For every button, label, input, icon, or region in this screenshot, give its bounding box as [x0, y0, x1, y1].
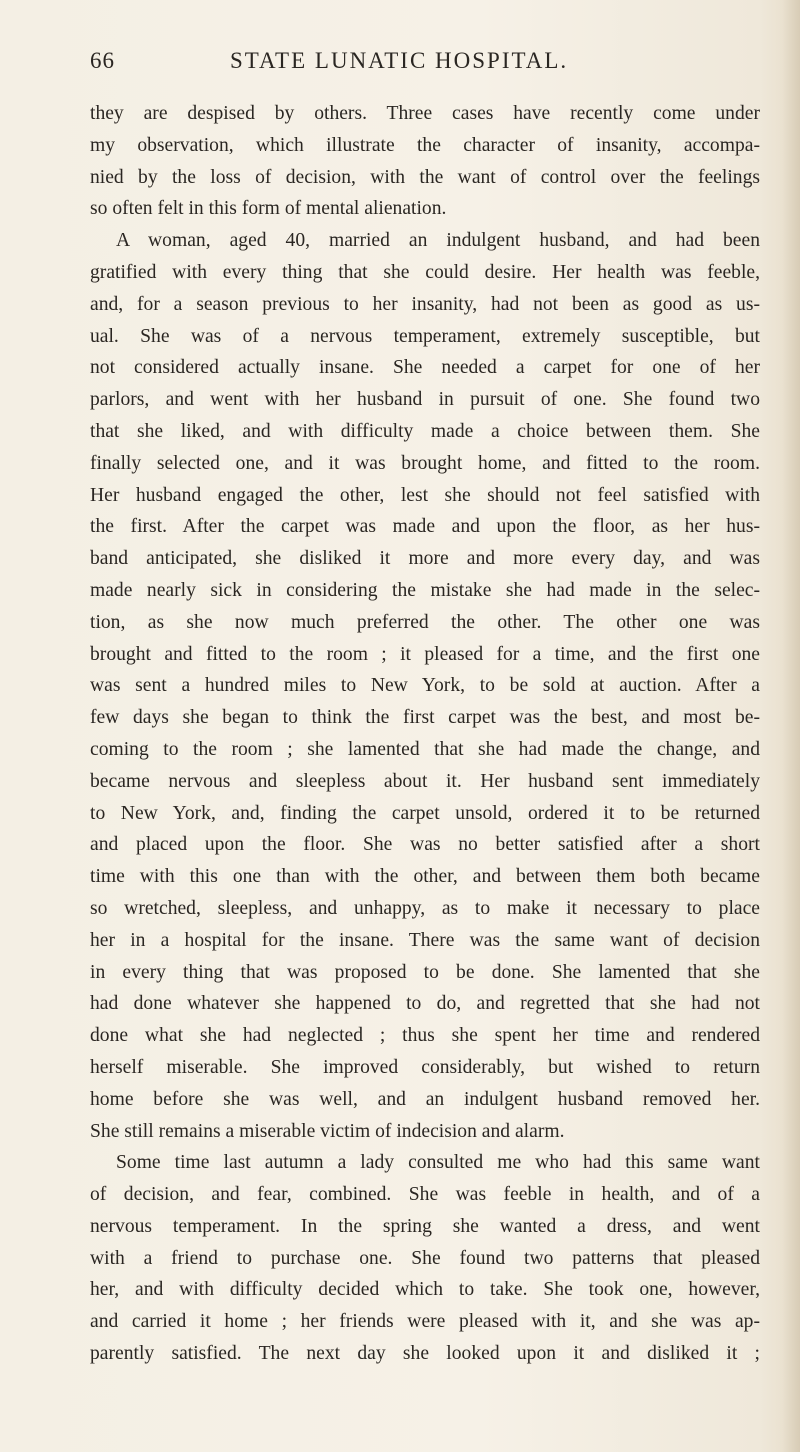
- text-line: not considered actually insane. She needed a carpet for one of her: [90, 357, 760, 379]
- text-line: in every thing that was proposed to be done. She lamented that she: [90, 961, 760, 983]
- text-line: her, and with difficulty decided which to take. She took one, however,: [90, 1279, 760, 1301]
- text-line: herself miserable. She improved considerably, but wished to return: [90, 1056, 760, 1078]
- page-header: [90, 48, 744, 88]
- page-edge-shadow: [782, 0, 800, 1452]
- text-line: finally selected one, and it was brought home, and fitted to the room.: [90, 452, 760, 474]
- text-line: they are despised by others. Three cases have recently come under: [90, 103, 760, 124]
- text-line: to New York, and, finding the carpet unsold, ordered it to be returned: [90, 802, 760, 824]
- text-line: her in a hospital for the insane. There was the same want of decision: [90, 929, 760, 951]
- text-line: ual. She was of a nervous temperament, extremely susceptible, but: [90, 325, 760, 347]
- text-line: parlors, and went with her husband in pursuit of one. She found two: [90, 389, 760, 411]
- text-line: and, for a season previous to her insanity, had not been as good as us-: [90, 293, 760, 315]
- text-line: time with this one than with the other, and between them both became: [90, 866, 760, 888]
- text-line: tion, as she now much preferred the other. The other one was: [90, 611, 760, 633]
- running-head: STATE LUNATIC HOSPITAL.: [230, 48, 569, 73]
- text-line: with a friend to purchase one. She found two patterns that pleased: [90, 1247, 760, 1269]
- text-line: so wretched, sleepless, and unhappy, as to make it necessary to place: [90, 897, 760, 919]
- text-line: my observation, which illustrate the character of insanity, accompa-: [90, 134, 760, 156]
- text-line: She still remains a miserable victim of indecision and alarm.: [90, 1120, 565, 1142]
- text-line: so often felt in this form of mental alienation.: [90, 198, 447, 220]
- text-line: coming to the room ; she lamented that she had made the change, and: [90, 738, 760, 760]
- text-line: had done whatever she happened to do, and regretted that she had not: [90, 993, 760, 1015]
- text-line: became nervous and sleepless about it. Her husband sent immediately: [90, 770, 760, 792]
- text-line: was sent a hundred miles to New York, to be sold at auction. After a: [90, 675, 760, 697]
- text-line: and carried it home ; her friends were pleased with it, and she was ap-: [90, 1311, 760, 1333]
- text-line: that she liked, and with difficulty made a choice between them. She: [90, 420, 760, 442]
- text-line: parently satisfied. The next day she looked upon it and disliked it ;: [90, 1343, 760, 1365]
- text-line: and placed upon the floor. She was no better satisfied after a short: [90, 834, 760, 856]
- text-line: nervous temperament. In the spring she wanted a dress, and went: [90, 1215, 760, 1237]
- text-line: Her husband engaged the other, lest she should not feel satisfied with: [90, 484, 760, 506]
- text-line: done what she had neglected ; thus she spent her time and rendered: [90, 1025, 760, 1047]
- text-line: made nearly sick in considering the mistake she had made in the selec-: [90, 579, 760, 601]
- text-line: few days she began to think the first carpet was the best, and most be-: [90, 707, 760, 729]
- text-line: the first. After the carpet was made and upon the floor, as her hus-: [90, 516, 760, 538]
- text-line: Some time last autumn a lady consulted me who had this same want: [116, 1152, 760, 1174]
- text-line: brought and fitted to the room ; it pleased for a time, and the first one: [90, 643, 760, 665]
- body-text: [90, 98, 760, 1370]
- page-number: 66: [90, 48, 115, 73]
- text-line: nied by the loss of decision, with the want of control over the feelings: [90, 166, 760, 188]
- text-line: band anticipated, she disliked it more and more every day, and was: [90, 548, 760, 570]
- text-line: A woman, aged 40, married an indulgent husband, and had been: [116, 230, 760, 252]
- text-line: of decision, and fear, combined. She was feeble in health, and of a: [90, 1184, 760, 1206]
- text-line: home before she was well, and an indulgent husband removed her.: [90, 1088, 760, 1110]
- text-line: gratified with every thing that she could desire. Her health was feeble,: [90, 261, 760, 283]
